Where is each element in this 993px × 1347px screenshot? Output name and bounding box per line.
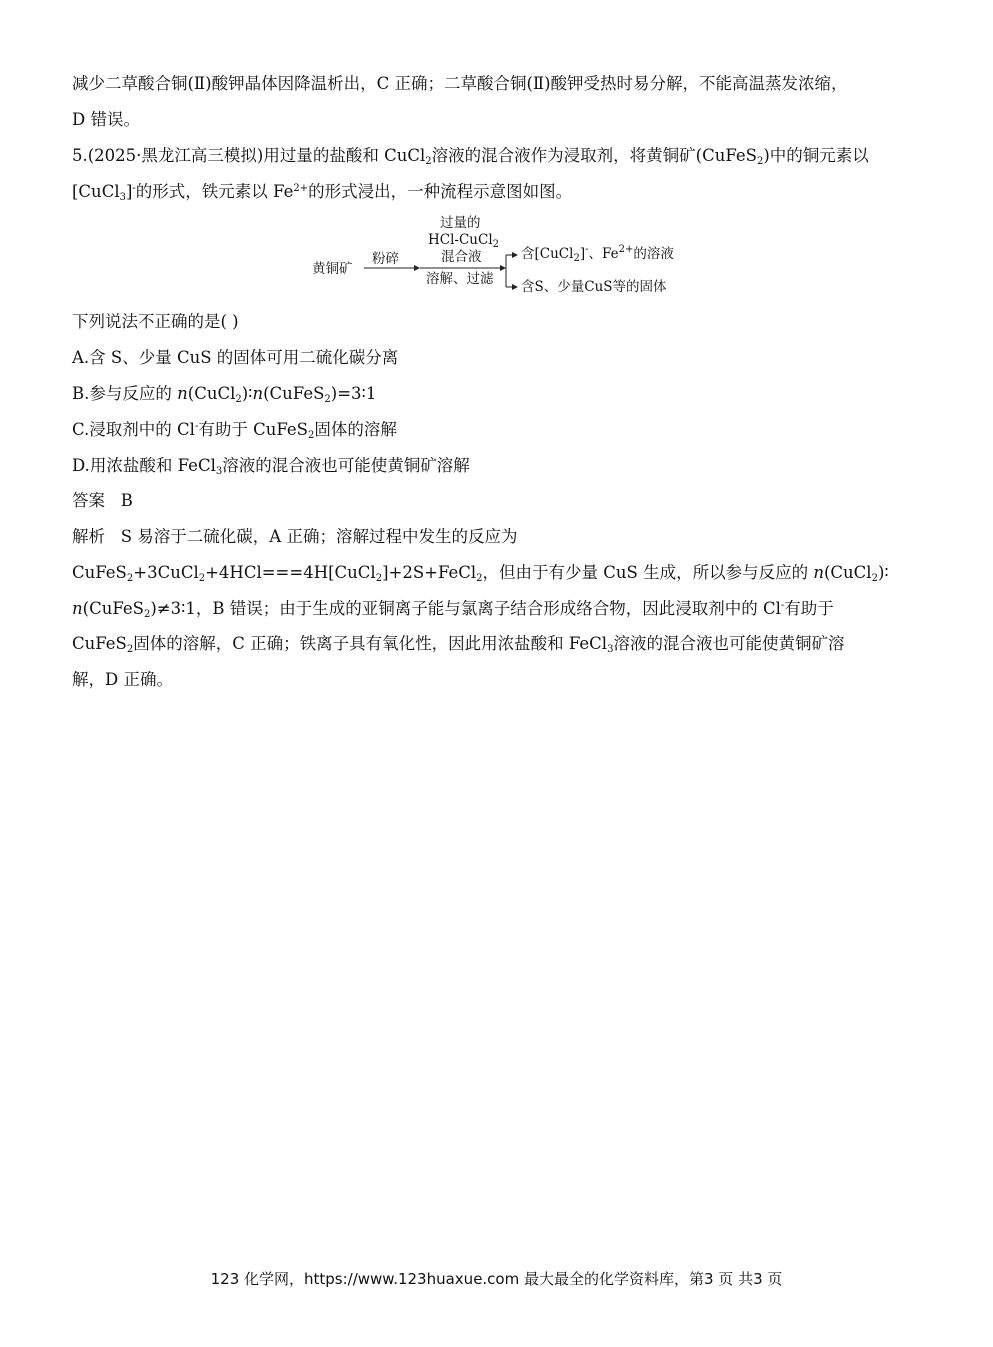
italic-n: n [813, 563, 824, 582]
answer-label: 答案 [72, 491, 105, 510]
option-a: A.含 S、少量 CuS 的固体可用二硫化碳分离 [72, 348, 399, 367]
italic-n: n [252, 384, 264, 403]
branch-top-head [512, 252, 518, 258]
flow-reagent-line-2 [428, 232, 499, 248]
text: 溶液的混合液也可能使黄铜矿溶 [613, 634, 845, 653]
flow-reagent-line-3: 混合液 [441, 249, 482, 265]
flow-start-label: 黄铜矿 [312, 261, 353, 277]
text: )=3∶1 [330, 384, 377, 403]
answer-value: B [120, 491, 133, 510]
text: +4HCl===4H[CuCl [205, 563, 376, 582]
flow-step-crush: 粉碎 [372, 251, 399, 267]
italic-n: n [177, 384, 188, 403]
text: 5.(2025·黑龙江高三模拟)用过量的盐酸和 CuCl [72, 146, 426, 165]
flow-output-solution [521, 246, 674, 262]
text: )≠3∶1，B 错误；由于生成的亚铜离子能与氯离子结合形成络合物，因此浸取剂中的 Cl [150, 599, 781, 618]
analysis-line-5: 解，D 正确。 [72, 670, 173, 689]
subscript: 3 [607, 644, 614, 655]
text: 、Fe [588, 246, 619, 262]
arrow-head-1 [414, 265, 420, 271]
text: (CuFeS [263, 384, 325, 403]
text: ]+2S+FeCl [382, 563, 477, 582]
subscript: 2 [324, 394, 331, 405]
question-stem-line-1 [72, 146, 869, 166]
italic-n: n [72, 599, 83, 618]
question-prompt: 下列说法不正确的是( ) [72, 312, 239, 331]
subscript: 2 [573, 253, 580, 264]
analysis-label: 解析 [72, 527, 105, 546]
text: C.浸取剂中的 Cl [72, 420, 195, 439]
text: +3CuCl [133, 563, 199, 582]
text: 固体的溶解 [314, 420, 397, 439]
option-d [72, 456, 470, 476]
text: 的形式，铁元素以 Fe [135, 182, 294, 201]
superscript: 2+ [293, 183, 309, 194]
branch-bottom-head [512, 284, 518, 290]
text: ，但由于有少量 CuS 生成，所以参与反应的 [482, 563, 814, 582]
arrow-head-2 [500, 265, 506, 271]
superscript: - [132, 183, 136, 194]
text: S 易溶于二硫化碳，A 正确；溶解过程中发生的反应为 [120, 527, 518, 546]
text: ] [579, 246, 586, 262]
text: 固体的溶解，C 正确；铁离子具有氧化性，因此用浓盐酸和 FeCl [133, 634, 608, 653]
superscript: - [585, 244, 589, 255]
text: HCl-CuCl [428, 232, 493, 248]
text: )中的铜元素以 [763, 146, 869, 165]
option-c [72, 420, 397, 440]
answer-line [72, 491, 133, 511]
intro-line-1: 减少二草酸合铜(Ⅱ)酸钾晶体因降温析出，C 正确；二草酸合铜(Ⅱ)酸钾受热时易分解，不能高温蒸发浓缩， [72, 74, 848, 93]
text: )∶ [877, 563, 889, 582]
subscript: 2 [375, 573, 383, 584]
text: (CuCl [187, 384, 236, 403]
text: 有助于 [784, 599, 834, 618]
text: B.参与反应的 [72, 384, 178, 403]
subscript: 2 [198, 573, 206, 584]
intro-line-2: D 错误。 [72, 110, 140, 129]
analysis-line-2 [72, 563, 889, 583]
superscript: 2+ [618, 244, 634, 255]
text: 溶液的混合液也可能使黄铜矿溶解 [222, 456, 470, 475]
text: 含[CuCl [521, 246, 574, 262]
subscript: 2 [126, 573, 134, 584]
subscript: 2 [307, 430, 315, 441]
subscript: 2 [492, 239, 500, 250]
subscript: 2 [425, 156, 432, 167]
subscript: 3 [119, 192, 126, 203]
text: 有助于 CuFeS [198, 420, 308, 439]
text: )∶ [241, 384, 253, 403]
text: CuFeS [72, 634, 127, 653]
text: ] [125, 182, 133, 201]
text: 溶液的混合液作为浸取剂，将黄铜矿(CuFeS [431, 146, 757, 165]
superscript: - [194, 421, 199, 432]
subscript: 2 [476, 573, 483, 584]
subscript: 2 [235, 394, 242, 405]
text: [CuCl [72, 182, 120, 201]
flow-step-dissolve-filter: 溶解、过滤 [426, 271, 494, 287]
text: (CuFeS [82, 599, 144, 618]
text: D.用浓盐酸和 FeCl [72, 456, 216, 475]
subscript: 3 [215, 466, 223, 477]
text: 的形式浸出，一种流程示意图如图。 [308, 182, 573, 201]
text: CuFeS [72, 563, 127, 582]
question-stem-line-2 [72, 182, 572, 202]
flow-reagent-line-1: 过量的 [440, 215, 481, 231]
analysis-line-1 [72, 527, 517, 547]
superscript: - [780, 600, 785, 611]
subscript: 2 [126, 644, 134, 655]
analysis-line-4 [72, 634, 844, 654]
flow-output-solid: 含S、少量CuS等的固体 [521, 279, 667, 295]
process-flowchart [300, 212, 700, 308]
subscript: 2 [143, 609, 151, 620]
text: 的溶液 [633, 246, 674, 262]
text: (CuCl [823, 563, 872, 582]
page-footer: 123 化学网，https://www.123huaxue.com 最大最全的化学资料库，第3 页 共3 页 [210, 1270, 783, 1288]
subscript: 2 [756, 156, 764, 167]
option-b [72, 384, 376, 404]
subscript: 2 [871, 573, 878, 584]
analysis-line-3 [72, 599, 834, 619]
